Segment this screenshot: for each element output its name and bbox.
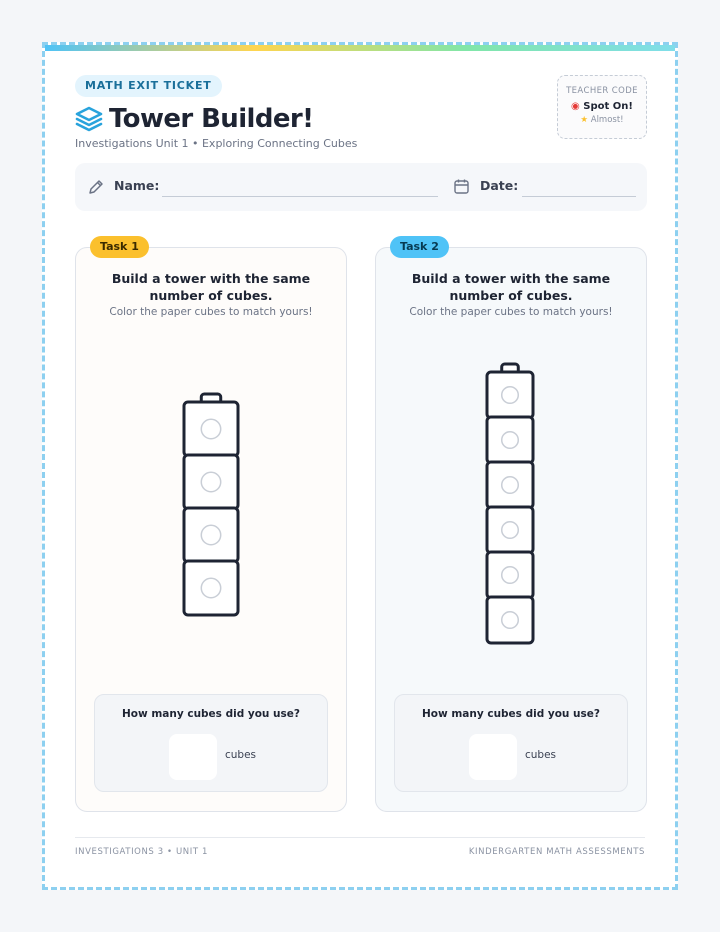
- title-row: [75, 103, 313, 135]
- page-title: Tower Builder!: [109, 104, 314, 134]
- task-1-hint: Color the paper cubes to match yours!: [109, 306, 313, 318]
- task-2-question: Build a tower with the same number of cubes.: [411, 271, 611, 303]
- task-1-question: Build a tower with the same number of cubes.: [111, 271, 311, 303]
- task-2-count-question: How many cubes did you use?: [421, 708, 600, 720]
- paper-cube[interactable]: [184, 508, 238, 562]
- footer-left: INVESTIGATIONS 3 • UNIT 1: [75, 847, 208, 857]
- task-2-card: [375, 240, 647, 812]
- task-1-cube-tower: [180, 392, 242, 622]
- paper-cube[interactable]: [487, 372, 533, 418]
- teacher-code-label: TEACHER CODE: [566, 86, 638, 96]
- almost-option[interactable]: [558, 115, 646, 125]
- task-1-count-unit: cubes: [225, 749, 257, 761]
- paper-cube[interactable]: [184, 561, 238, 615]
- paper-cube[interactable]: [487, 417, 533, 463]
- task-2-hint: Color the paper cubes to match yours!: [409, 306, 613, 318]
- star-icon: ★: [580, 115, 589, 125]
- task-2-count-input[interactable]: [469, 734, 517, 780]
- pencil-icon: [87, 178, 105, 196]
- task-1-badge: Task 1: [90, 236, 149, 258]
- rainbow-stripe: [45, 45, 675, 51]
- teacher-code-box: [557, 75, 647, 139]
- date-label: Date:: [480, 178, 519, 193]
- name-field[interactable]: [162, 196, 438, 197]
- spot-on-label: Spot On!: [583, 101, 633, 112]
- almost-label: Almost!: [590, 115, 624, 125]
- calendar-icon: [453, 178, 470, 195]
- layers-icon: [75, 105, 103, 133]
- task-2-cube-tower: [482, 362, 538, 654]
- paper-cube[interactable]: [487, 552, 533, 598]
- task-1-count-panel: [94, 694, 328, 792]
- task-1-count-input[interactable]: [169, 734, 217, 780]
- spot-on-option[interactable]: [558, 101, 646, 112]
- task-1-card: [75, 240, 347, 812]
- ticket-tag: MATH EXIT TICKET: [75, 75, 222, 97]
- task-2-count-panel: [394, 694, 628, 792]
- task-2-badge: Task 2: [390, 236, 449, 258]
- footer-right: KINDERGARTEN MATH ASSESSMENTS: [468, 847, 645, 857]
- task-1-count-question: How many cubes did you use?: [121, 708, 300, 720]
- name-label: Name:: [114, 178, 160, 193]
- target-icon: ◉: [571, 101, 580, 112]
- task-2-count-unit: cubes: [525, 749, 557, 761]
- paper-cube[interactable]: [184, 402, 238, 456]
- date-field[interactable]: [522, 196, 636, 197]
- paper-cube[interactable]: [184, 455, 238, 509]
- paper-cube[interactable]: [487, 462, 533, 508]
- name-date-bar: [75, 163, 647, 211]
- paper-cube[interactable]: [487, 507, 533, 553]
- footer-divider: [75, 837, 645, 838]
- paper-cube[interactable]: [487, 597, 533, 643]
- exit-ticket-sheet: [42, 42, 678, 890]
- page-subtitle: Investigations Unit 1 • Exploring Connecting Cubes: [75, 137, 358, 150]
